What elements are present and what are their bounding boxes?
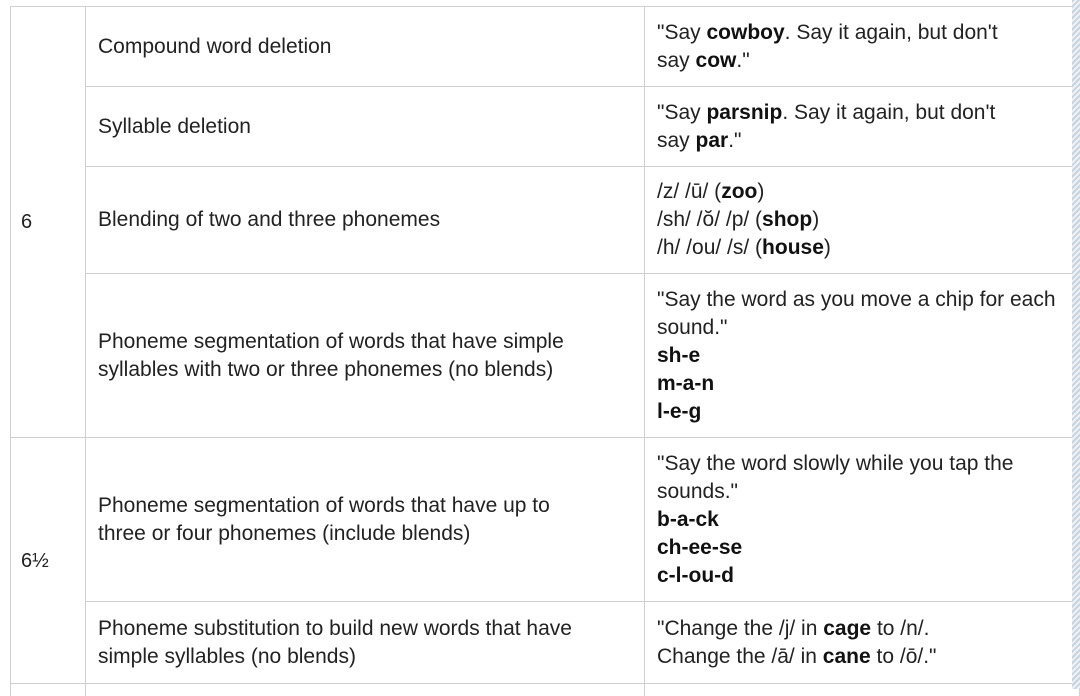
example-text: say bbox=[657, 48, 696, 72]
skill-text: Phoneme segmentation of words that have simple bbox=[98, 329, 564, 353]
skill-text: Compound word deletion bbox=[98, 34, 332, 58]
example-cell bbox=[645, 438, 1080, 602]
example-line bbox=[657, 615, 1079, 643]
example-line bbox=[657, 127, 1079, 155]
age-label: 6 bbox=[21, 211, 33, 233]
segmented-word: ch-ee-se bbox=[657, 535, 743, 559]
skill-cell bbox=[86, 87, 645, 167]
example-line bbox=[657, 99, 1079, 127]
example-line: "Say the word slowly while you tap the bbox=[657, 451, 1014, 475]
example-word bbox=[657, 562, 1079, 590]
table-row bbox=[11, 87, 1080, 167]
skill-cell bbox=[86, 274, 645, 438]
skill-cell bbox=[86, 7, 645, 87]
example-text: ." bbox=[736, 48, 750, 72]
example-text: . Say it again, but don't bbox=[784, 20, 998, 44]
example-line bbox=[657, 178, 1079, 206]
example-word: cowboy bbox=[706, 20, 785, 44]
example-word bbox=[657, 370, 1079, 398]
skill-text: simple syllables (no blends) bbox=[98, 644, 356, 668]
example-text: Change the /ā/ in bbox=[657, 644, 823, 668]
example-word: zoo bbox=[721, 180, 758, 203]
example-word bbox=[657, 534, 1079, 562]
example-word bbox=[657, 342, 1079, 370]
example-text: ) bbox=[757, 180, 765, 203]
example-line bbox=[657, 643, 1079, 671]
skill-text: Phoneme segmentation of words that have up to bbox=[98, 493, 550, 517]
example-word bbox=[657, 506, 1079, 534]
table-row bbox=[11, 684, 1080, 696]
example-word: cage bbox=[823, 616, 872, 640]
segmented-word: b-a-ck bbox=[657, 507, 719, 531]
skill-cell bbox=[86, 602, 645, 684]
example-text: ." bbox=[728, 128, 742, 152]
example-text: "Say bbox=[657, 100, 707, 124]
example-cell bbox=[645, 274, 1080, 438]
example-text: ) bbox=[812, 208, 820, 231]
skill-text: syllables with two or three phonemes (no blends) bbox=[98, 357, 554, 381]
segmented-word: c-l-ou-d bbox=[657, 563, 734, 587]
table-row bbox=[11, 602, 1080, 684]
skill-cell bbox=[86, 167, 645, 274]
table-row bbox=[11, 438, 1080, 602]
example-line: sounds." bbox=[657, 479, 739, 503]
example-text: to /ō/." bbox=[870, 644, 937, 668]
example-text: /h/ /ou/ /s/ ( bbox=[657, 236, 763, 259]
age-cell bbox=[11, 438, 86, 684]
example-line: "Say the word as you move a chip for each bbox=[657, 287, 1056, 311]
page-edge-decoration bbox=[1072, 0, 1080, 689]
example-text: . Say it again, but don't bbox=[782, 100, 996, 124]
example-text: say bbox=[657, 128, 696, 152]
example-text: /z/ /ū/ ( bbox=[657, 180, 722, 203]
example-word: cane bbox=[822, 644, 871, 668]
skill-cell bbox=[86, 438, 645, 602]
table-row bbox=[11, 167, 1080, 274]
example-word: parsnip bbox=[706, 100, 783, 124]
example-line bbox=[657, 19, 1079, 47]
skill-text: Syllable deletion bbox=[98, 114, 251, 138]
example-word: cow bbox=[695, 48, 737, 72]
example-text: "Change the /j/ in bbox=[657, 616, 824, 640]
skill-text: Blending of two and three phonemes bbox=[98, 208, 441, 231]
example-cell bbox=[645, 7, 1080, 87]
example-word: house bbox=[762, 236, 824, 259]
segmented-word: m-a-n bbox=[657, 371, 715, 395]
example-cell bbox=[645, 167, 1080, 274]
age-label: 6½ bbox=[21, 549, 49, 572]
example-cell bbox=[645, 87, 1080, 167]
example-line: sound." bbox=[657, 315, 728, 339]
example-cell bbox=[645, 602, 1080, 684]
example-word: par bbox=[695, 128, 729, 152]
example-word bbox=[657, 398, 1079, 426]
example-line bbox=[657, 47, 1079, 75]
example-text: /sh/ /ŏ/ /p/ ( bbox=[657, 208, 763, 231]
example-text: to /n/. bbox=[871, 616, 930, 640]
table-row bbox=[11, 7, 1080, 87]
table-row bbox=[11, 274, 1080, 438]
skill-text: three or four phonemes (include blends) bbox=[98, 521, 471, 545]
example-line bbox=[657, 234, 1079, 262]
age-cell bbox=[11, 7, 86, 438]
segmented-word: l-e-g bbox=[657, 399, 702, 423]
skill-text: Phoneme substitution to build new words that have bbox=[98, 616, 572, 640]
example-line bbox=[657, 206, 1079, 234]
phonemic-awareness-table bbox=[10, 6, 1080, 696]
segmented-word: sh-e bbox=[657, 343, 701, 367]
example-word: shop bbox=[762, 208, 813, 231]
example-text: ) bbox=[823, 236, 831, 259]
example-text: "Say bbox=[657, 20, 707, 44]
